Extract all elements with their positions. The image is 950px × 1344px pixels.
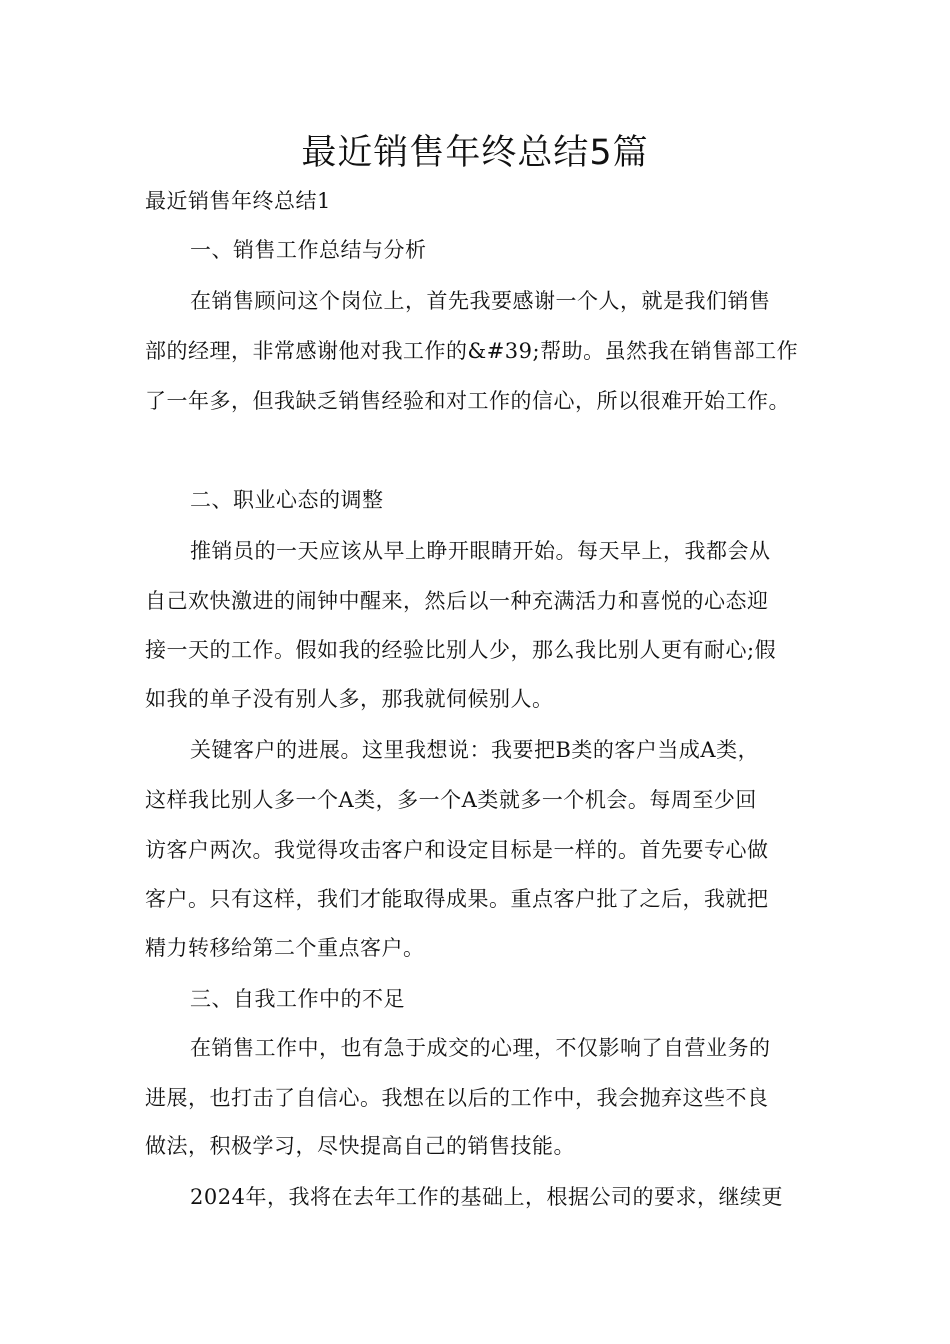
paragraph-line: 如我的单子没有别人多，那我就伺候别人。 bbox=[145, 687, 554, 711]
paragraph-line: 推销员的一天应该从早上睁开眼睛开始。每天早上，我都会从 bbox=[190, 539, 771, 563]
paragraph-line: 进展，也打击了自信心。我想在以后的工作中，我会抛弃这些不良 bbox=[145, 1086, 769, 1110]
paragraph-line: 接一天的工作。假如我的经验比别人少，那么我比别人更有耐心;假 bbox=[145, 638, 777, 662]
paragraph-line: 2024年，我将在去年工作的基础上，根据公司的要求，继续更 bbox=[190, 1185, 783, 1209]
paragraph-line: 客户。只有这样，我们才能取得成果。重点客户批了之后，我就把 bbox=[145, 887, 769, 911]
paragraph-line: 精力转移给第二个重点客户。 bbox=[145, 936, 425, 960]
paragraph-line: 在销售工作中，也有急于成交的心理，不仅影响了自营业务的 bbox=[190, 1036, 771, 1060]
heading-sales-summary: 一、销售工作总结与分析 bbox=[190, 238, 427, 262]
paragraph-line: 访客户两次。我觉得攻击客户和设定目标是一样的。首先要专心做 bbox=[145, 838, 769, 862]
paragraph-line: 部的经理，非常感谢他对我工作的&#39;帮助。虽然我在销售部工作 bbox=[145, 339, 799, 363]
paragraph-line: 在销售顾问这个岗位上，首先我要感谢一个人，就是我们销售 bbox=[190, 289, 771, 313]
heading-shortcomings: 三、自我工作中的不足 bbox=[190, 987, 405, 1011]
document-title: 最近销售年终总结5篇 bbox=[301, 133, 649, 173]
heading-mindset: 二、职业心态的调整 bbox=[190, 488, 384, 512]
paragraph-line: 关键客户的进展。这里我想说：我要把B类的客户当成A类， bbox=[190, 738, 760, 762]
paragraph-line: 了一年多，但我缺乏销售经验和对工作的信心，所以很难开始工作。 bbox=[145, 389, 790, 413]
section-heading: 最近销售年终总结1 bbox=[145, 189, 331, 213]
paragraph-line: 这样我比别人多一个A类，多一个A类就多一个机会。每周至少回 bbox=[145, 788, 757, 812]
paragraph-line: 做法，积极学习，尽快提高自己的销售技能。 bbox=[145, 1134, 575, 1158]
paragraph-line: 自己欢快激进的闹钟中醒来，然后以一种充满活力和喜悦的心态迎 bbox=[145, 589, 769, 613]
